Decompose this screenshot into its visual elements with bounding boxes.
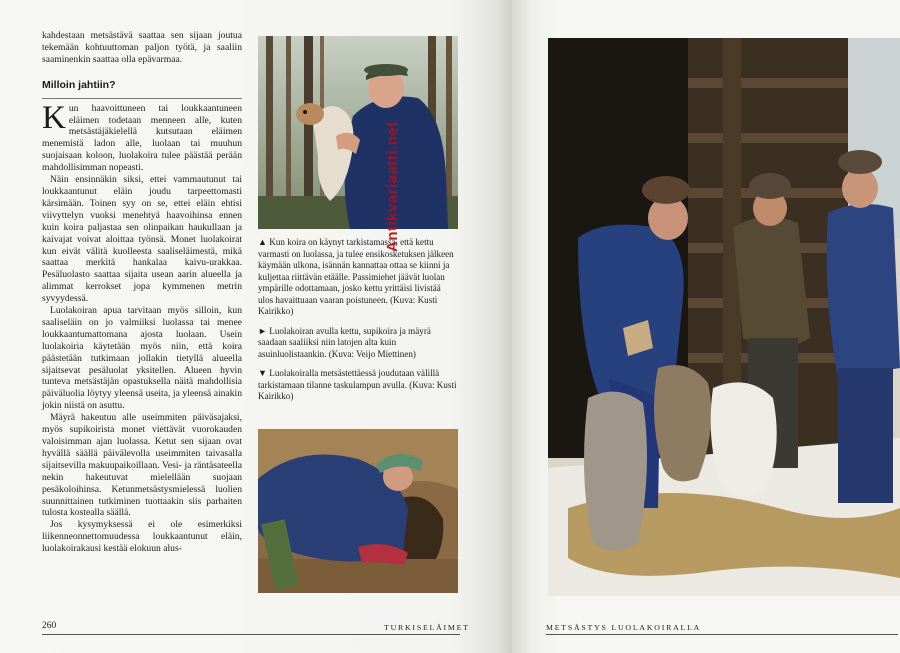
photo-hunters-with-game [548, 38, 900, 596]
paragraph-1: Kun haavoittuneen tai loukkaantuneen eläimen todetaan menneen alle, kuten metsästäjäkielellä kutsutaan eläimen menemistä ladon alle, luolaan tai muuhun suojaisaan koloon, luolakoira tulee päästää perään mahdollisimman nopeasti. [42, 99, 242, 174]
caption-1: ▲ Kun koira on käynyt tarkistamassa, että kettu varmasti on luolassa, ja tulee ensikosketuksen jälkeen käymään ulkona, isännän kannattaa ottaa se kiinni ja kuljettaa riittävän etäälle. Passimiehet jäävät luolan ympärille odottamaan, josko kettu yrittäisi livistää ulos havaittuaan vaaran poistuneen. (Kuva: Kusti Kairikko) [258, 237, 454, 316]
page-number-left: 260 [42, 621, 57, 631]
footer-rule-left [42, 634, 460, 635]
watermark: Antikvariaatti.net [384, 121, 401, 252]
caption-2: ► Luolakoiran avulla kettu, supikoira ja mäyrä saadaan saaliiksi niin latojen alta kuin asuinluolistaankin. (Kuva: Veijo Miettinen) [258, 325, 431, 359]
paragraph-3: Luolakoiran apua tarvitaan myös silloin, kun saaliseläin on jo valmiiksi luolassa tai menee loukkaantumattomana ajosta luolaan. Usein luolakoiria käytetään myös niin, että koira päästetään tutkimaan jollakin tietyllä alueella sijaitsevat pesäluolat yksitellen. Alueen hyvin tunteva metsästäjän opastuksella näitä mahdollisia päiväluolia löytyy yleensä useita, ja yleensä ainakin jokin niistä on asuttu. [42, 305, 242, 412]
running-head-left: TURKISELÄIMET [384, 623, 470, 632]
running-head-right: METSÄSTYS LUOLAKOIRALLA [546, 623, 702, 632]
footer-rule-right [546, 634, 898, 635]
paragraph-2: Näin ensinnäkin siksi, ettei vammautunut tai loukkaantunut eläin joudu tarpeettomasti kärsimään. Toinen syy on se, ettei eläin ehtisi viivyttelyn vuoksi menehtyä haavoihinsa ennen kuin koira paljastaa sen olinpaikan haukullaan ja kaivajat voivat aloittaa työnsä. Monet luolakoirat kun eivät välitä kuolleesta saaliseläimestä, mikä saattaa merkitä hankalaa kaivu-urakkaa. Pesäluolasto saattaa sijaita usean aarin alueella ja alimmat kerrokset jopa kymmenen metrin syvyydessä. [42, 174, 242, 305]
paragraph-5: Jos kysymyksessä ei ole esimerkiksi liikenneonnettomuudessa loukkaantunut eläin, luolakoirakausi kestää elokuun alus- [42, 519, 242, 555]
section-heading: Milloin jahtiin? [42, 80, 242, 99]
body-text-column [42, 30, 242, 555]
captions [258, 237, 458, 411]
photo-man-at-den [258, 429, 458, 593]
paragraph-4: Mäyrä hakeutuu alle useimmiten päiväsajaksi, myös supikoirista monet viettävät vuorokauden valoisimman ajan luolassa. Ketut sen sijaan ovat hyvällä säällä päivälevolla useimmiten taivasalla sijaitsevilla makuupaikoillaan. Vesi- ja räntäsateella nekin hakeutuvat mielellään suojaan pesäkoloihinsa. Ketunmetsästysmielessä luolien suunnittainen tutkiminen tuottaakin siis parhaiten tulosta kostealla säällä. [42, 412, 242, 519]
intro-paragraph: kahdestaan metsästävä saattaa sen sijaan joutua tekemään kohtuuttoman paljon työtä, ja saaliin saaminenkin saattaa olla epävarmaa. [42, 30, 242, 65]
drop-cap: K [42, 99, 66, 136]
photo-hunter-with-dog [258, 36, 458, 229]
caption-3: ▼ Luolakoiralla metsästettäessä joudutaan välillä tarkistamaan tilanne taskulampun avulla. (Kuva: Kusti Kairikko) [258, 368, 457, 401]
right-page [512, 0, 900, 653]
